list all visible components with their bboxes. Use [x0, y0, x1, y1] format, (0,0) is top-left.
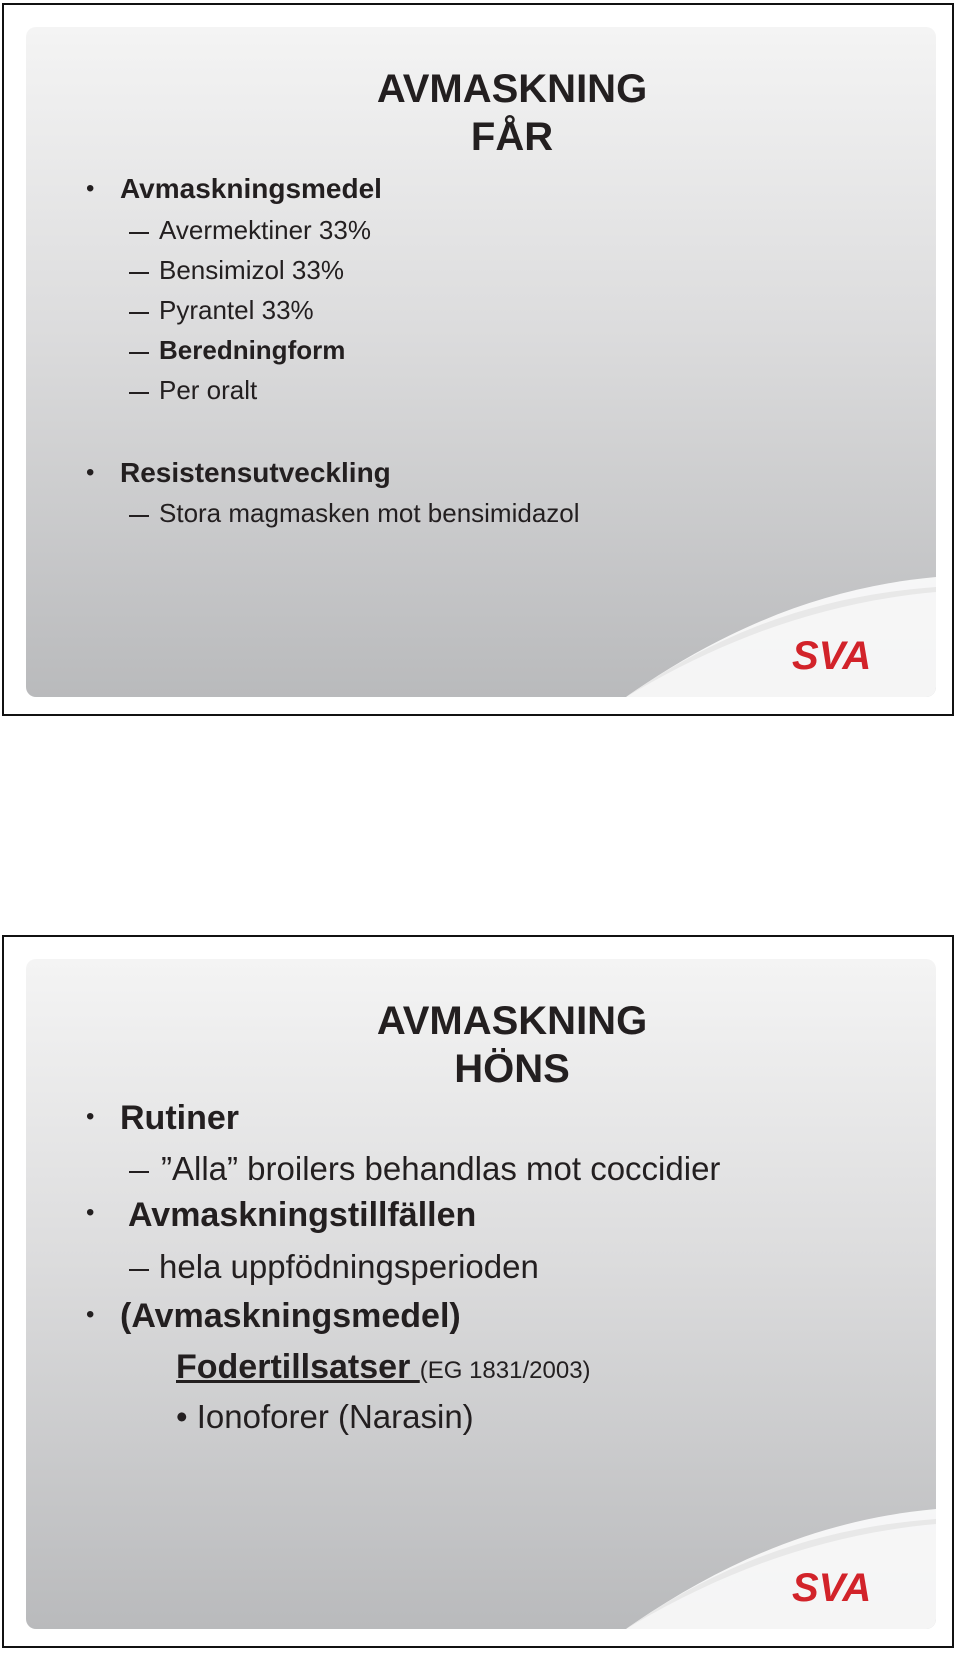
slide-1-title-line2: FÅR: [470, 115, 554, 159]
dash-marker: [129, 272, 149, 274]
slide-1-panel: [26, 27, 936, 697]
slide-1-title-line1: AVMASKNING: [376, 67, 648, 111]
fodertillsatser-line: [176, 1348, 591, 1387]
subitem-ionoforer: • Ionoforer (Narasin): [176, 1398, 474, 1435]
bullet-marker: •: [86, 1301, 95, 1328]
slide-2-panel: [26, 959, 936, 1629]
dash-marker: [129, 392, 149, 394]
bullet-marker: •: [86, 175, 95, 202]
subitem-per-oralt: Per oralt: [159, 375, 258, 405]
subitem-stora-magmasken: Stora magmasken mot bensimidazol: [159, 498, 580, 528]
dash-marker: [129, 1269, 149, 1271]
bullet-avmaskningsmedel: Avmaskningsmedel: [120, 173, 382, 204]
bullet-marker: •: [86, 1103, 95, 1130]
subitem-bensimizol: Bensimizol 33%: [159, 255, 344, 285]
slide-2-title-line1: AVMASKNING: [376, 999, 648, 1043]
sva-logo: [792, 635, 890, 675]
subitem-beredningform: Beredningform: [159, 335, 346, 365]
bullet-resistensutveckling: Resistensutveckling: [120, 457, 391, 488]
dash-marker: [129, 312, 149, 314]
eg-reference: (EG 1831/2003): [419, 1357, 591, 1384]
slide-2: [2, 935, 954, 1648]
subitem-hela-uppfodningsperioden: hela uppfödningsperioden: [159, 1248, 539, 1285]
slide-1: [2, 3, 954, 716]
svg-text:SVA: SVA: [792, 635, 872, 675]
bullet-rutiner: Rutiner: [120, 1099, 239, 1137]
dash-marker: [129, 232, 149, 234]
subitem-avermektiner: Avermektiner 33%: [159, 215, 371, 245]
dash-marker: [129, 1171, 149, 1173]
bullet-marker: •: [86, 459, 95, 486]
svg-text:SVA: SVA: [792, 1567, 872, 1607]
sva-logo: [792, 1567, 890, 1607]
dash-marker: [129, 352, 149, 354]
bullet-avmaskningsmedel: (Avmaskningsmedel): [120, 1297, 461, 1335]
subitem-pyrantel: Pyrantel 33%: [159, 295, 314, 325]
bullet-marker: •: [86, 1199, 95, 1226]
slide-2-title-line2: HÖNS: [454, 1047, 570, 1091]
subitem-alla-broilers: ”Alla” broilers behandlas mot coccidier: [161, 1150, 721, 1187]
dash-marker: [129, 515, 149, 517]
bullet-avmaskningstillfallen: Avmaskningstillfällen: [128, 1196, 477, 1234]
fodertillsatser-label: Fodertillsatser: [176, 1348, 420, 1386]
